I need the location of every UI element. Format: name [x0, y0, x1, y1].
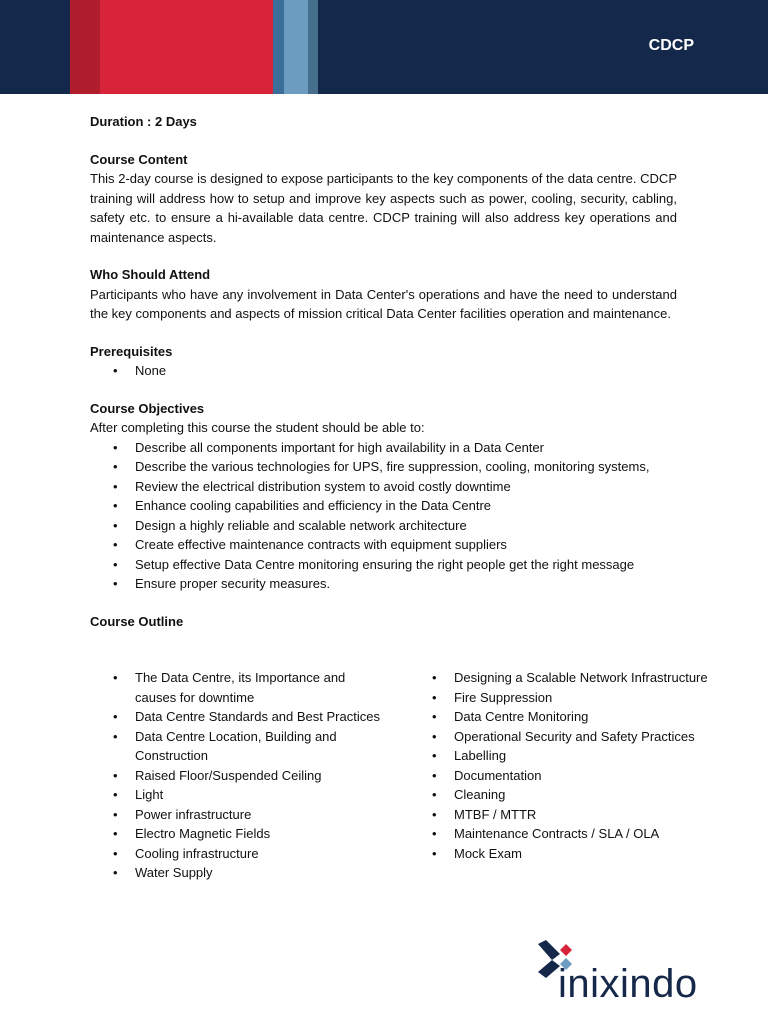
who-should-attend-text: Participants who have any involvement in Data Center's operations and have the need to understand the key components and aspects of mission critical Data Center facilities operation and maintenance. — [90, 286, 677, 321]
list-item: • Cooling infrastructure — [90, 844, 390, 864]
list-item: • Designing a Scalable Network Infrastructure — [409, 668, 709, 688]
list-item: • Cleaning — [409, 785, 709, 805]
list-item: • Labelling — [409, 746, 709, 766]
list-item: • Mock Exam — [409, 844, 709, 864]
list-item: • The Data Centre, its Importance and causes for downtime — [90, 668, 390, 707]
logo-text: inixindo — [558, 962, 698, 1006]
header-stripe-dark-red — [70, 0, 100, 94]
prerequisites-heading: Prerequisites — [90, 343, 173, 359]
objectives-list — [90, 438, 677, 594]
list-item: • Documentation — [409, 766, 709, 786]
header-stripe-steel — [308, 0, 318, 94]
list-item: • Data Centre Location, Building and Construction — [90, 727, 390, 766]
list-item: • Data Centre Standards and Best Practices — [90, 707, 390, 727]
page-header — [0, 0, 768, 94]
header-title: CDCP — [648, 37, 694, 54]
list-item: • Enhance cooling capabilities and efficiency in the Data Centre — [90, 496, 677, 516]
header-stripe-blue — [273, 0, 284, 94]
list-item: • Raised Floor/Suspended Ceiling — [90, 766, 390, 786]
who-should-attend-heading: Who Should Attend — [90, 267, 211, 282]
objectives-intro: After completing this course the student should be able to: — [90, 420, 425, 435]
list-item: • Maintenance Contracts / SLA / OLA — [409, 824, 709, 844]
inixindo-logo — [538, 940, 718, 1010]
list-item: • Describe all components important for high availability in a Data Center — [90, 438, 677, 458]
objectives-heading: Course Objectives — [90, 400, 205, 416]
list-item: • Ensure proper security measures. — [90, 574, 677, 594]
duration: Duration : 2 Days — [90, 114, 197, 129]
list-item: • Operational Security and Safety Practices — [409, 727, 709, 747]
course-content-heading: Course Content — [90, 151, 188, 167]
list-item: • Review the electrical distribution system to avoid costly downtime — [90, 477, 677, 497]
outline-list-right — [409, 668, 709, 863]
list-item: • Describe the various technologies for UPS, fire suppression, cooling, monitoring systems, — [90, 457, 677, 477]
list-item: • Fire Suppression — [409, 688, 709, 708]
list-item: • Water Supply — [90, 863, 390, 883]
outline-list-left — [90, 668, 390, 883]
list-item: • None — [90, 361, 677, 381]
list-item: • Design a highly reliable and scalable network architecture — [90, 516, 677, 536]
list-item: • Light — [90, 785, 390, 805]
list-item: • Electro Magnetic Fields — [90, 824, 390, 844]
list-item: • Data Centre Monitoring — [409, 707, 709, 727]
prerequisites-list — [90, 361, 677, 381]
list-item: • Create effective maintenance contracts with equipment suppliers — [90, 535, 677, 555]
list-item: • MTBF / MTTR — [409, 805, 709, 825]
list-item: • Power infrastructure — [90, 805, 390, 825]
document-body — [90, 112, 677, 631]
outline-heading: Course Outline — [90, 613, 184, 629]
course-content-text: This 2-day course is designed to expose participants to the key components of the data centre. CDCP training will address how to setup and improve key aspects such as power, cooling, security, cabling, safety etc. to ensure a hi-available data centre. CDCP training will also address key operations and maintenance aspects. — [90, 171, 677, 245]
header-stripe-light-blue — [284, 0, 308, 94]
list-item: • Setup effective Data Centre monitoring ensuring the right people get the right message — [90, 555, 677, 575]
header-stripe-red — [100, 0, 273, 94]
